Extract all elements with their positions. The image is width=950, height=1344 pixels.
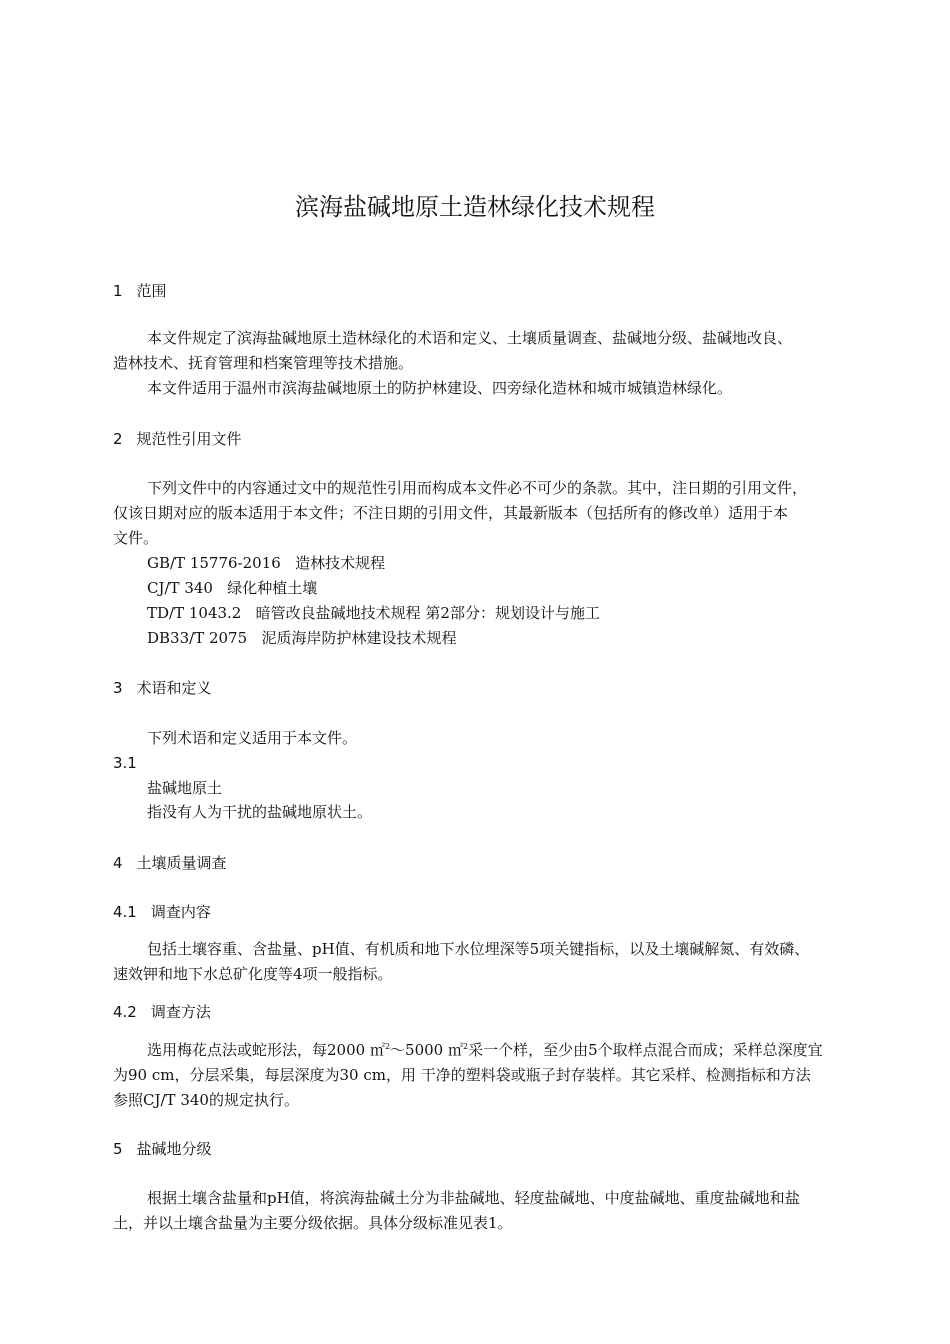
section-2-heading — [113, 428, 242, 450]
section-title: 范围 — [136, 282, 167, 300]
section-number: 1 — [113, 282, 123, 300]
document-title: 滨海盐碱地原土造林绿化技术规程 — [295, 193, 655, 221]
section-title: 术语和定义 — [136, 679, 212, 697]
section-4-heading — [113, 852, 227, 874]
section-1-heading — [113, 280, 167, 302]
term-3-1-definition: 指没有人为干扰的盐碱地原状土。 — [147, 803, 373, 821]
section-2-paragraph-1: 下列文件中的内容通过文中的规范性引用而构成本文件必不可少的条款。其中，注日期的引用文件， 仅该日期对应的版本适用于本文件；不注日期的引用文件，其最新版本（包括所有的修改单）适用于本 文件。 — [113, 479, 808, 547]
section-title: 规范性引用文件 — [136, 430, 242, 448]
section-3-heading — [113, 677, 212, 699]
section-1-paragraph-1: 本文件规定了滨海盐碱地原土造林绿化的术语和定义、土壤质量调查、盐碱地分级、盐碱地改良、 造林技术、抚育管理和档案管理等技术措施。 — [113, 329, 793, 372]
section-number: 5 — [113, 1140, 123, 1158]
section-3-paragraph-1: 下列术语和定义适用于本文件。 — [147, 729, 358, 747]
normative-reference: GB/T 15776-2016 造林技术规程 — [147, 554, 386, 572]
section-title: 盐碱地分级 — [136, 1140, 212, 1158]
section-number: 4 — [113, 854, 123, 872]
section-5-heading — [113, 1138, 212, 1160]
section-number: 2 — [113, 430, 123, 448]
section-title: 土壤质量调查 — [136, 854, 227, 872]
normative-reference: CJ/T 340 绿化种植土壤 — [147, 579, 318, 597]
subsection-4-1-paragraph: 包括土壤容重、含盐量、pH值、有机质和地下水位埋深等5项关键指标，以及土壤碱解氮、有效磷、 速效钾和地下水总矿化度等4项一般指标。 — [113, 940, 810, 983]
subsection-title: 调查方法 — [150, 1003, 211, 1021]
term-3-1-number: 3.1 — [113, 754, 137, 772]
normative-reference: TD/T 1043.2 暗管改良盐碱地技术规程 第2部分：规划设计与施工 — [147, 604, 600, 622]
term-3-1-name: 盐碱地原土 — [147, 779, 223, 797]
subsection-4-2-paragraph: 选用梅花点法或蛇形法，每2000 ㎡$^2$～5000 ㎡$^2$采一个样，至少由5个取样点混合而成；采样总深度宜 为90 cm，分层采集，每层深度为30 cm，用 干净的塑料袋或瓶子封存装样。其它采样、检测指标和方法 参照CJ/T 340的规定执行。 — [113, 1041, 823, 1109]
section-1-paragraph-2: 本文件适用于温州市滨海盐碱地原土的防护林建设、四旁绿化造林和城市城镇造林绿化。 — [147, 379, 733, 397]
normative-reference: DB33/T 2075 泥质海岸防护林建设技术规程 — [147, 629, 457, 647]
subsection-number: 4.1 — [113, 903, 137, 921]
subsection-4-1-heading — [113, 901, 211, 923]
subsection-4-2-heading — [113, 1001, 211, 1023]
subsection-number: 4.2 — [113, 1003, 137, 1021]
subsection-title: 调查内容 — [150, 903, 211, 921]
section-number: 3 — [113, 679, 123, 697]
section-5-paragraph-1: 根据土壤含盐量和pH值，将滨海盐碱土分为非盐碱地、轻度盐碱地、中度盐碱地、重度盐碱地和盐 土，并以土壤含盐量为主要分级依据。具体分级标准见表1。 — [113, 1189, 800, 1232]
